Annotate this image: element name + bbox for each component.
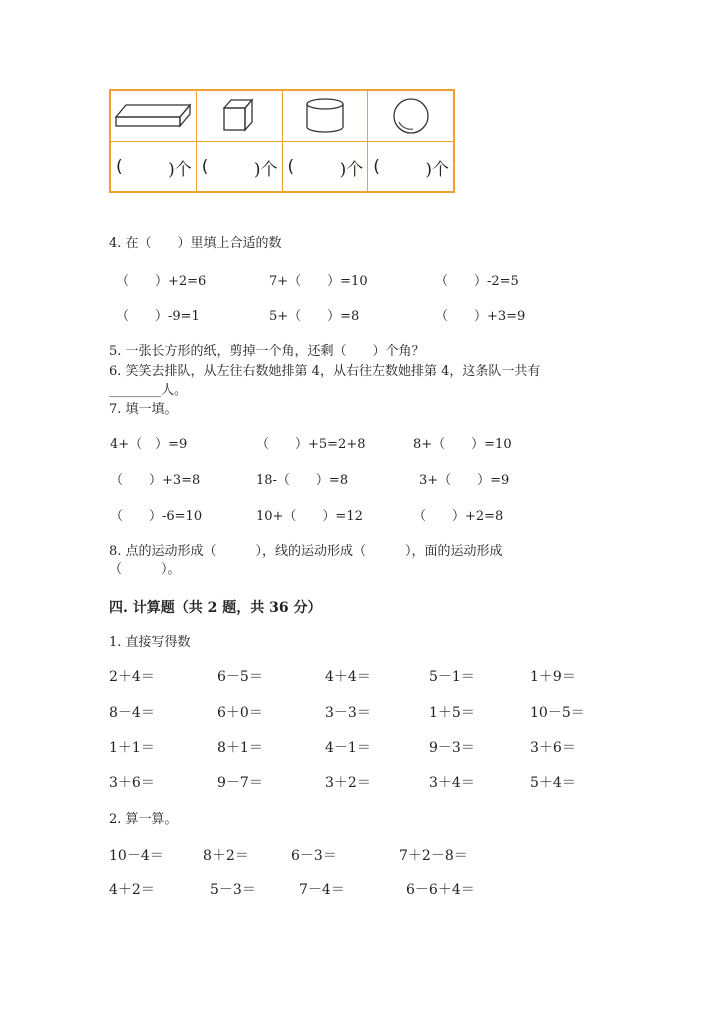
open-paren: ( <box>116 157 123 177</box>
calc-item[interactable]: 9－3＝ <box>429 740 475 756</box>
q6-line1: 6. 笑笑去排队，从左往右数她排第 4，从右往左数她排第 4，这条队一共有 <box>109 364 541 379</box>
q7-equation[interactable]: （ ）+2=8 <box>413 509 504 524</box>
calc-item[interactable]: 4＋2＝ <box>109 882 155 898</box>
open-paren: ( <box>287 157 295 177</box>
count-cell[interactable] <box>197 142 283 192</box>
calc-item[interactable]: 9－7＝ <box>217 775 263 791</box>
q7-equation[interactable]: （ ）+5=2+8 <box>256 437 366 452</box>
calc-item[interactable]: 7＋2－8＝ <box>399 848 468 864</box>
q7-equation[interactable]: 8+（ ）=10 <box>413 437 512 452</box>
calc-item[interactable]: 3＋2＝ <box>325 775 371 791</box>
calc-item[interactable]: 8＋1＝ <box>217 740 263 756</box>
calc-item[interactable]: 8－4＝ <box>109 705 155 721</box>
calc-item[interactable]: 5－1＝ <box>429 669 475 685</box>
q4-equation[interactable]: （ ）-9=1 <box>116 309 200 324</box>
q8-line2[interactable]: （ ）。 <box>109 562 181 577</box>
q6-line2[interactable]: ________人。 <box>109 383 188 398</box>
calc-item[interactable]: 6－3＝ <box>291 848 337 864</box>
shape-count-table <box>109 89 455 193</box>
q7-equation[interactable]: （ ）+3=8 <box>110 473 201 488</box>
open-paren: ( <box>201 157 209 177</box>
calc-item[interactable]: 4＋4＝ <box>325 669 371 685</box>
calc-item[interactable]: 4－1＝ <box>325 740 371 756</box>
calc-item[interactable]: 3－3＝ <box>325 705 371 721</box>
q7-equation[interactable]: 3+（ ）=9 <box>419 473 510 488</box>
q4-equation[interactable]: （ ）+3=9 <box>435 309 526 324</box>
cube-icon <box>219 96 259 136</box>
calc-item[interactable]: 6＋0＝ <box>217 705 263 721</box>
q4-equation[interactable]: 7+（ ）=10 <box>269 274 368 289</box>
q7-equation[interactable]: （ ）-6=10 <box>110 509 203 524</box>
q7-equation[interactable]: 10+（ ）=12 <box>256 509 363 524</box>
close-paren-unit: )个 <box>425 159 449 180</box>
shape-cell <box>368 91 453 141</box>
q8-line1: 8. 点的运动形成（ ），线的运动形成（ ），面的运动形成 <box>109 544 503 559</box>
calc-item[interactable]: 3＋6＝ <box>109 775 155 791</box>
calc-item[interactable]: 6－5＝ <box>217 669 263 685</box>
count-cell[interactable] <box>368 142 453 192</box>
sphere-icon <box>391 96 431 136</box>
calc-item[interactable]: 3＋6＝ <box>530 740 576 756</box>
q7-equation[interactable]: 18-（ ）=8 <box>256 473 349 488</box>
q4-equation[interactable]: （ ）+2=6 <box>116 274 207 289</box>
sub1-title: 1. 直接写得数 <box>109 635 191 650</box>
section-heading: 四. 计算题（共 2 题，共 36 分） <box>109 600 322 616</box>
count-row <box>111 142 453 192</box>
count-cell[interactable] <box>283 142 369 192</box>
close-paren-unit: )个 <box>339 159 364 180</box>
calc-item[interactable]: 1＋5＝ <box>429 705 475 721</box>
shape-row <box>111 91 453 142</box>
calc-item[interactable]: 5＋4＝ <box>530 775 576 791</box>
count-cell[interactable] <box>111 142 197 192</box>
q4-title: 4. 在（ ）里填上合适的数 <box>109 236 282 251</box>
q7-equation[interactable]: 4+（ ）=9 <box>110 437 188 452</box>
sub2-title: 2. 算一算。 <box>109 812 178 827</box>
q7-title: 7. 填一填。 <box>109 402 178 417</box>
shape-cell <box>283 91 369 141</box>
calc-item[interactable]: 6－6＋4＝ <box>406 882 475 898</box>
q4-equation[interactable]: 5+（ ）=8 <box>269 309 360 324</box>
calc-item[interactable]: 1＋1＝ <box>109 740 155 756</box>
calc-item[interactable]: 3＋4＝ <box>429 775 475 791</box>
shape-cell <box>111 91 197 141</box>
close-paren-unit: )个 <box>253 159 278 180</box>
cylinder-icon <box>303 96 347 136</box>
calc-item[interactable]: 5－3＝ <box>210 882 256 898</box>
calc-item[interactable]: 2＋4＝ <box>109 669 155 685</box>
calc-item[interactable]: 1＋9＝ <box>530 669 576 685</box>
q5-text: 5. 一张长方形的纸，剪掉一个角，还剩（ ）个角？ <box>109 344 425 359</box>
calc-item[interactable]: 10－5＝ <box>530 705 585 721</box>
q4-equation[interactable]: （ ）-2=5 <box>435 274 519 289</box>
cuboid-icon <box>113 101 193 131</box>
calc-item[interactable]: 10－4＝ <box>109 848 164 864</box>
open-paren: ( <box>373 157 380 177</box>
calc-item[interactable]: 7－4＝ <box>299 882 345 898</box>
calc-item[interactable]: 8＋2＝ <box>203 848 249 864</box>
close-paren-unit: )个 <box>168 159 192 180</box>
shape-cell <box>197 91 283 141</box>
